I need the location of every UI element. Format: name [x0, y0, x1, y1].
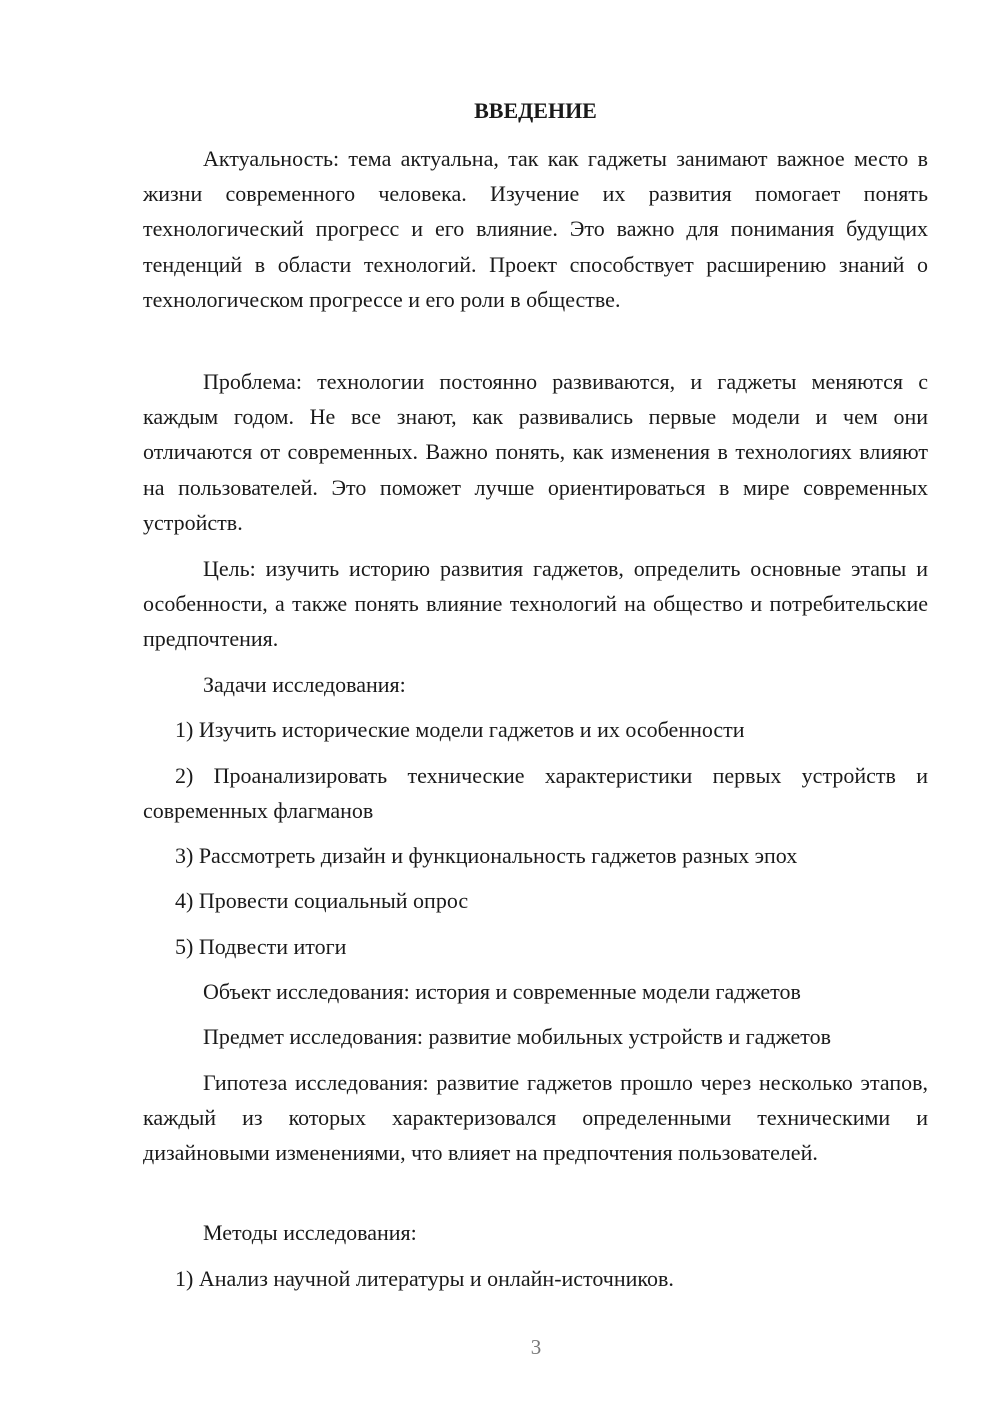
object-paragraph: Объект исследования: история и современные модели гаджетов: [203, 979, 801, 1004]
task-item-1: 1) Изучить исторические модели гаджетов и их особенности: [175, 717, 745, 742]
task-item-3: 3) Рассмотреть дизайн и функциональность гаджетов разных эпох: [175, 843, 798, 868]
subject-paragraph: Предмет исследования: развитие мобильных устройств и гаджетов: [203, 1024, 831, 1049]
methods-heading: Методы исследования:: [203, 1220, 417, 1245]
goal-paragraph: Цель: изучить историю развития гаджетов, определить основные этапы и особенности, а также понять влияние технологий на общество и потребительские предпочтения.: [143, 556, 928, 652]
page-title: ВВЕДЕНИЕ: [474, 98, 597, 123]
task-item-5: 5) Подвести итоги: [175, 934, 347, 959]
hypothesis-paragraph: Гипотеза исследования: развитие гаджетов прошло через несколько этапов, каждый из которых характеризовался определенными техническими и дизайновыми изменениями, что влияет на предпочтения пользователей.: [143, 1070, 928, 1166]
relevance-paragraph: Актуальность: тема актуальна, так как гаджеты занимают важное место в жизни современного человека. Изучение их развития помогает понять технологический прогресс и его влияние. Это важно для понимания будущих тенденций в области технологий. Проект способствует расширению знаний о технологическом прогрессе и его роли в обществе.: [143, 146, 928, 312]
task-item-4: 4) Провести социальный опрос: [175, 888, 469, 913]
page-number: 3: [530, 1335, 542, 1359]
method-item-1: 1) Анализ научной литературы и онлайн-источников.: [175, 1266, 674, 1291]
tasks-heading: Задачи исследования:: [203, 672, 406, 697]
task-item-2: 2) Проанализировать технические характеристики первых устройств и современных флагманов: [143, 763, 928, 824]
problem-paragraph: Проблема: технологии постоянно развиваются, и гаджеты меняются с каждым годом. Не все знают, как развивались первые модели и чем они отличаются от современных. Важно понять, как изменения в технологиях влияют на пользователей. Это поможет лучше ориентироваться в мире современных устройств.: [143, 369, 928, 535]
